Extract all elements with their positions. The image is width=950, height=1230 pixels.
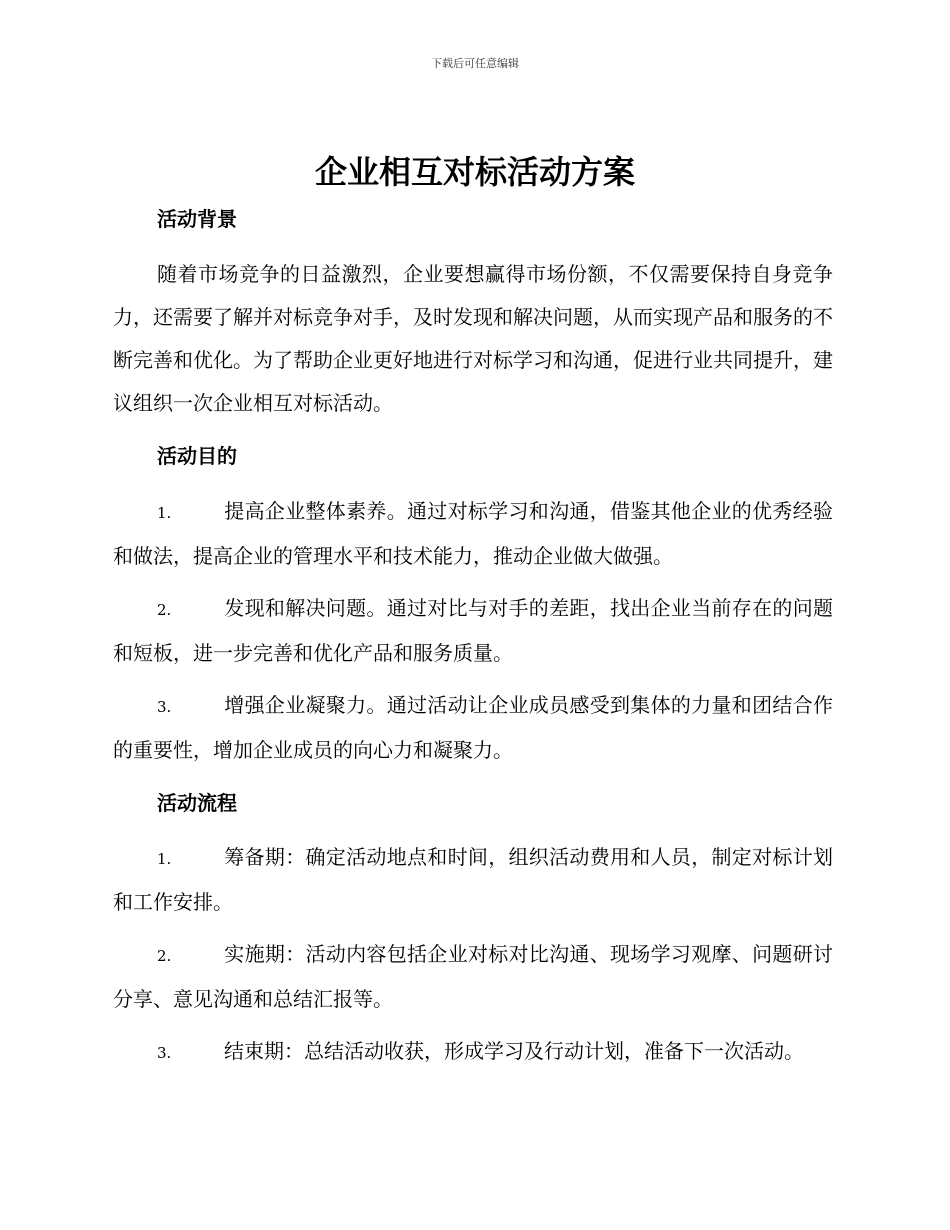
list-item <box>113 836 833 924</box>
section-heading-purpose: 活动目的 <box>157 444 237 468</box>
list-number: 3. <box>157 1044 172 1062</box>
list-item-text: 筹备期：确定活动地点和时间，组织活动费用和人员，制定对标计划和工作安排。 <box>113 845 833 914</box>
list-item <box>113 490 833 578</box>
list-number: 2. <box>157 601 172 619</box>
background-paragraph: 随着市场竞争的日益激烈，企业要想赢得市场份额，不仅需要保持自身竞争力，还需要了解并对标竞争对手，及时发现和解决问题，从而实现产品和服务的不断完善和优化。为了帮助企业更好地进行对标学习和沟通，促进行业共同提升，建议组织一次企业相互对标活动。 <box>113 262 833 415</box>
list-number: 1. <box>157 504 172 522</box>
list-item <box>113 587 833 675</box>
list-item-text: 增强企业凝聚力。通过活动让企业成员感受到集体的力量和团结合作的重要性，增加企业成员的向心力和凝聚力。 <box>113 693 833 762</box>
list-item-text: 实施期：活动内容包括企业对标对比沟通、现场学习观摩、问题研讨分享、意见沟通和总结汇报等。 <box>113 942 833 1011</box>
list-number: 3. <box>157 698 172 716</box>
list-item <box>113 1030 813 1075</box>
list-number: 1. <box>157 850 172 868</box>
list-item-text: 发现和解决问题。通过对比与对手的差距，找出企业当前存在的问题和短板，进一步完善和优化产品和服务质量。 <box>113 596 833 665</box>
header-note: 下载后可任意编辑 <box>431 57 519 70</box>
list-item <box>113 933 833 1021</box>
section-heading-background: 活动背景 <box>157 207 237 231</box>
list-number: 2. <box>157 947 172 965</box>
list-item <box>113 684 833 772</box>
section-heading-process: 活动流程 <box>157 791 237 815</box>
list-item-text: 结束期：总结活动收获，形成学习及行动计划，准备下一次活动。 <box>224 1039 804 1063</box>
list-item-text: 提高企业整体素养。通过对标学习和沟通，借鉴其他企业的优秀经验和做法，提高企业的管理水平和技术能力，推动企业做大做强。 <box>113 499 833 568</box>
document-title: 企业相互对标活动方案 <box>314 153 635 191</box>
